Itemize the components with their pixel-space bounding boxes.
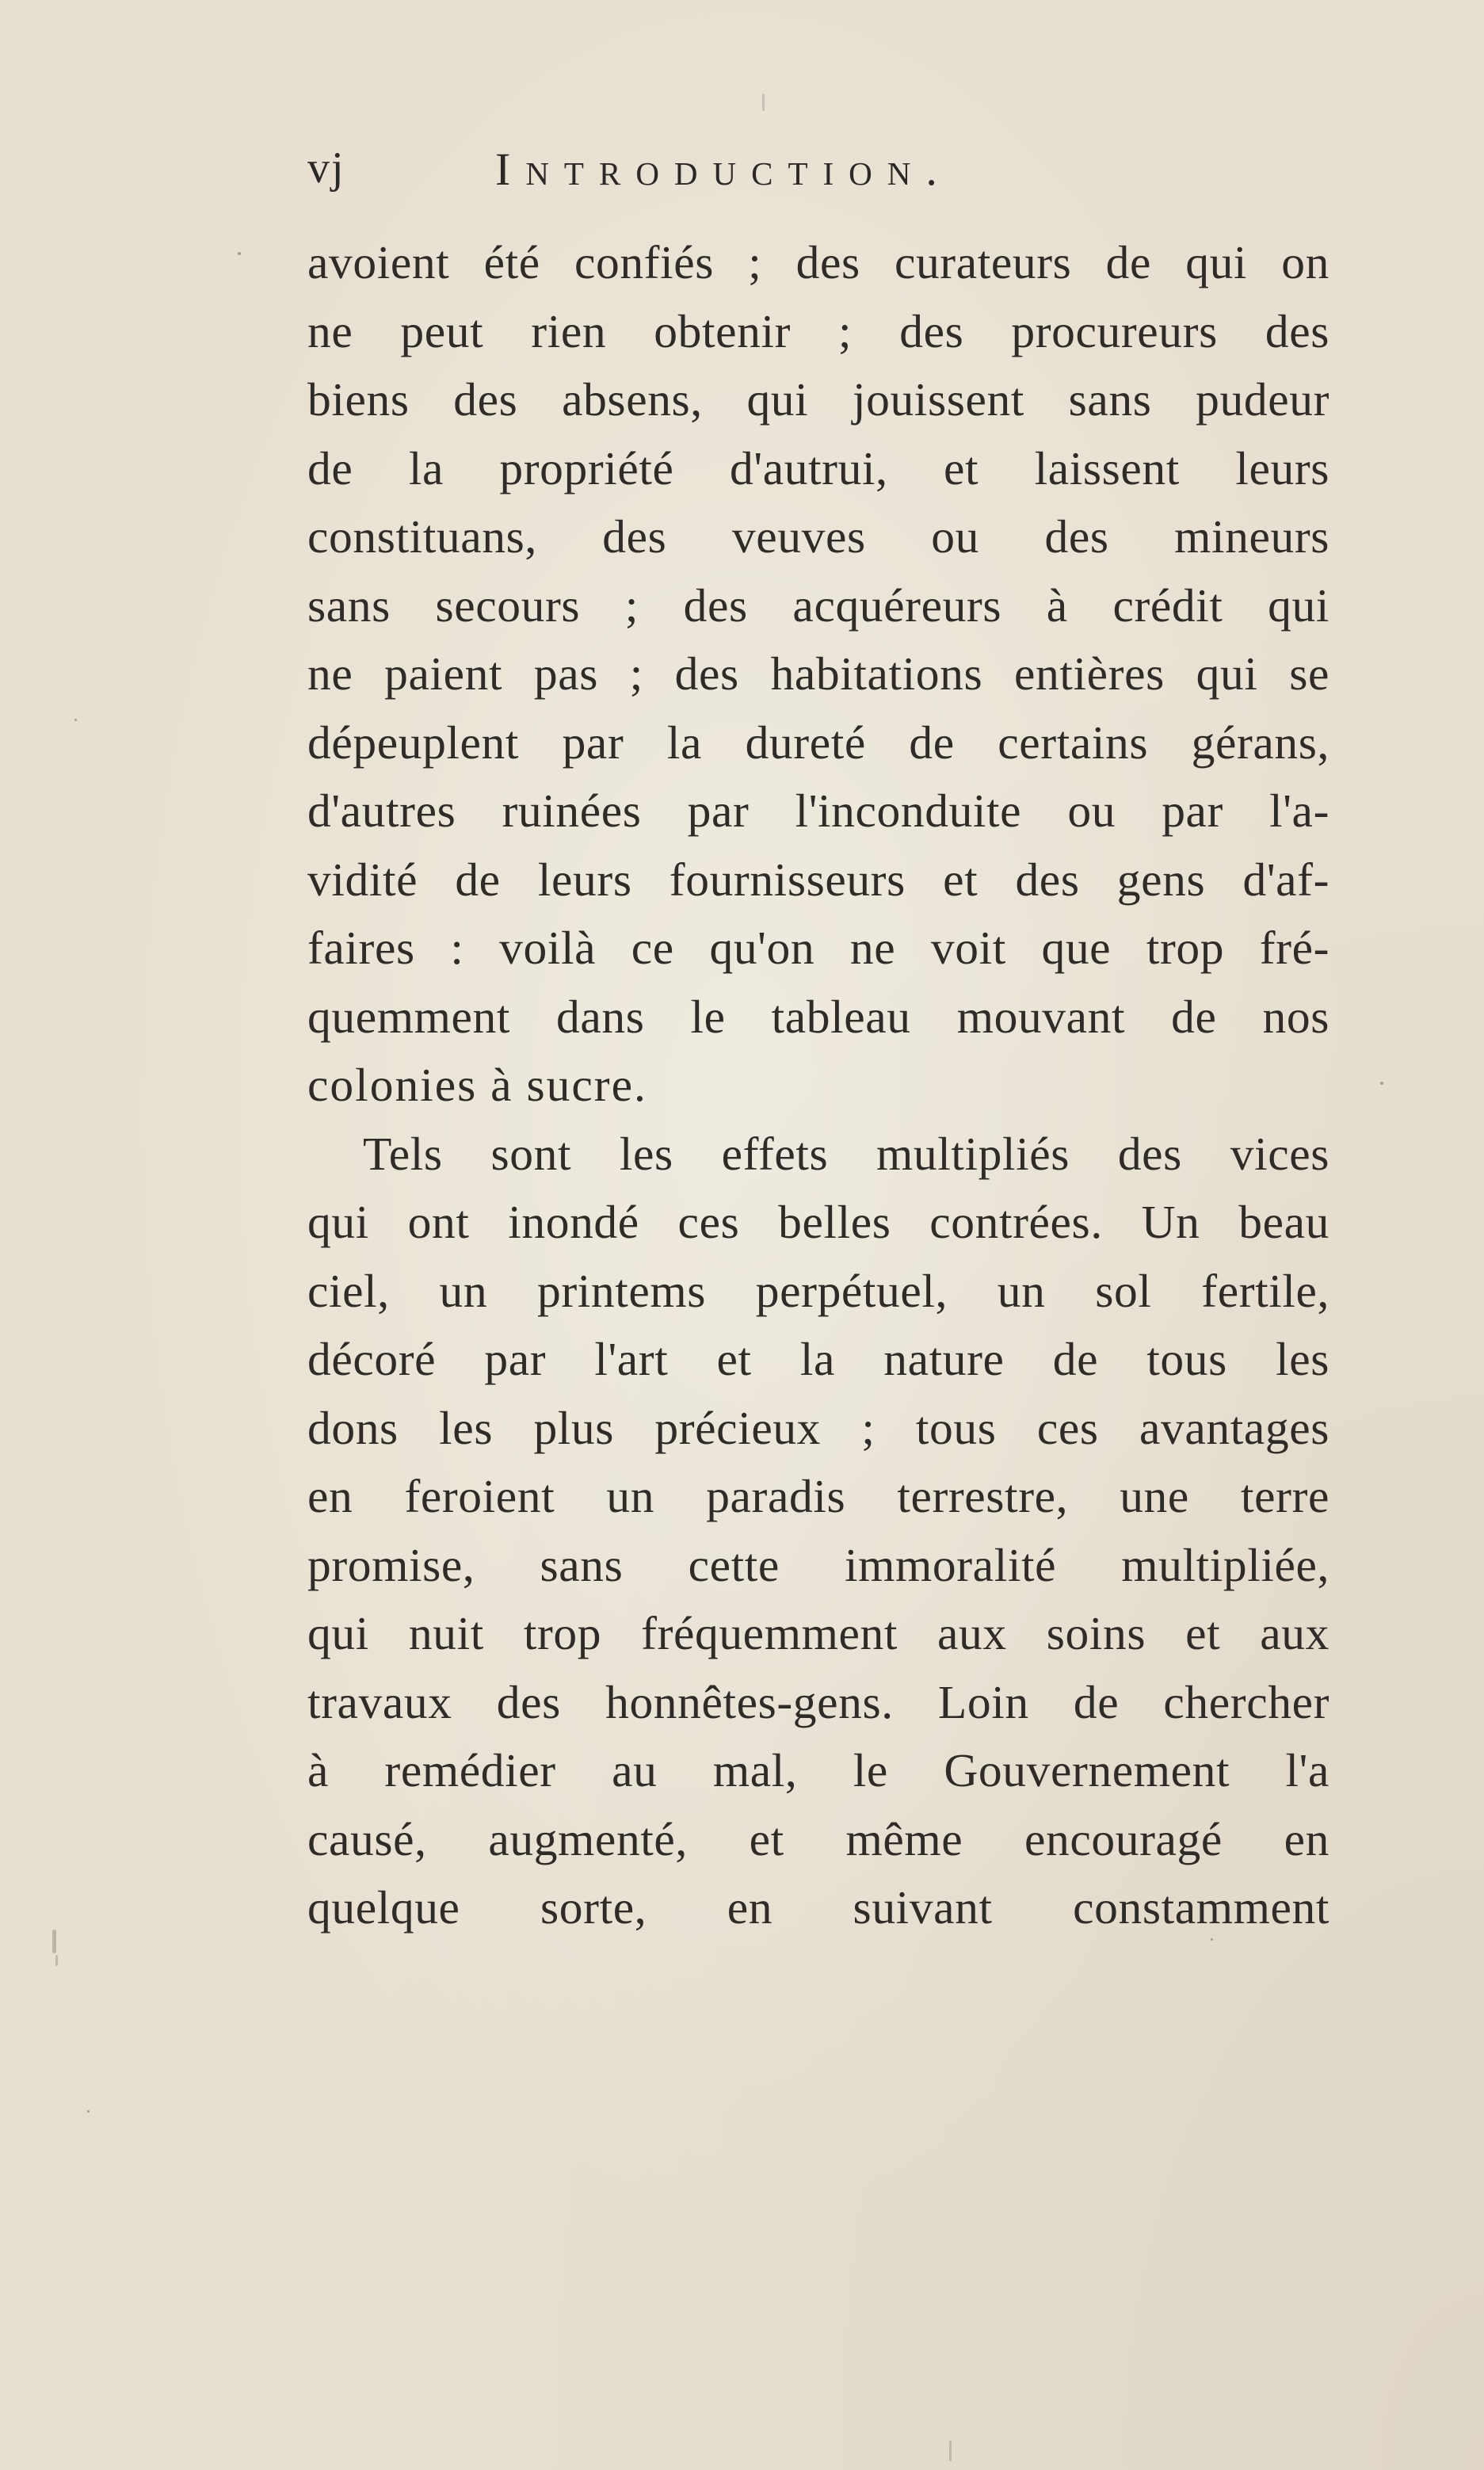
text-line: ne peut rien obtenir ; des procureurs des xyxy=(307,304,1329,357)
paper-speck xyxy=(762,94,765,111)
paper-speck xyxy=(1380,1082,1383,1085)
text-line: qui nuit trop fréquemment aux soins et aux xyxy=(307,1607,1329,1659)
page-header xyxy=(307,143,1337,206)
body-text xyxy=(307,228,1329,1942)
paper-speck xyxy=(52,1930,56,1953)
text-line: sans secours ; des acquéreurs à crédit qui xyxy=(307,578,1329,632)
paper-speck xyxy=(1211,1938,1213,1941)
paper-speck xyxy=(74,719,77,721)
paragraph-2 xyxy=(307,1120,1329,1942)
text-line: faires : voilà ce qu'on ne voit que trop fré- xyxy=(307,922,1329,974)
running-head: Introduction. xyxy=(495,143,952,195)
text-line: d'autres ruinées par l'inconduite ou par l'a- xyxy=(307,785,1329,837)
text-line: à remédier au mal, le Gouvernement l'a xyxy=(307,1744,1329,1796)
text-line: travaux des honnêtes-gens. Loin de chercher xyxy=(307,1675,1329,1728)
paper-speck xyxy=(949,2441,952,2461)
text-line: avoient été confiés ; des curateurs de qui on xyxy=(307,236,1329,288)
paper-speck xyxy=(238,252,241,255)
text-line: causé, augmenté, et même encouragé en xyxy=(307,1812,1329,1865)
text-line: colonies à sucre. xyxy=(307,1059,647,1111)
text-line: vidité de leurs fournisseurs et des gens d'af- xyxy=(307,853,1329,906)
paragraph-1 xyxy=(307,228,1329,1120)
text-line: en feroient un paradis terrestre, une terre xyxy=(307,1470,1329,1522)
text-line: de la propriété d'autrui, et laissent leurs xyxy=(307,441,1329,494)
text-line: biens des absens, qui jouissent sans pudeur xyxy=(307,373,1329,426)
paper-speck xyxy=(87,2110,90,2113)
text-line: promise, sans cette immoralité multipliée, xyxy=(307,1538,1329,1591)
page-number: vj xyxy=(307,143,345,193)
text-line: dépeuplent par la dureté de certains gérans, xyxy=(307,716,1329,769)
text-line: quelque sorte, en suivant constamment xyxy=(307,1881,1329,1934)
text-line: qui ont inondé ces belles contrées. Un beau xyxy=(307,1196,1329,1248)
paper-speck xyxy=(55,1955,58,1966)
text-line: constituans, des veuves ou des mineurs xyxy=(307,510,1329,563)
text-line: Tels sont les effets multipliés des vices xyxy=(363,1127,1329,1180)
text-line: quemment dans le tableau mouvant de nos xyxy=(307,990,1329,1043)
text-line: ne paient pas ; des habitations entières qui se xyxy=(307,647,1329,700)
text-line: dons les plus précieux ; tous ces avantages xyxy=(307,1401,1329,1454)
text-line: ciel, un printems perpétuel, un sol fertile, xyxy=(307,1264,1329,1317)
text-line: décoré par l'art et la nature de tous les xyxy=(307,1333,1329,1385)
